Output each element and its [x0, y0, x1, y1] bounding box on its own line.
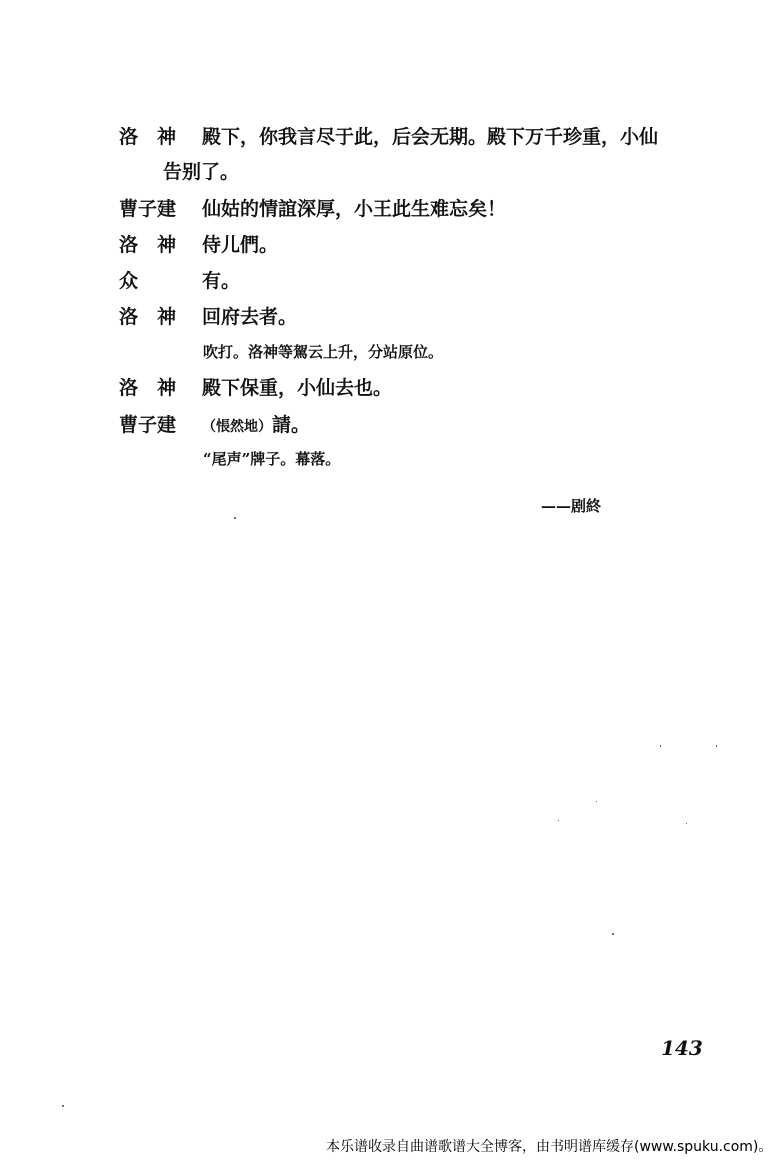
speaker-name: 洛 神 [119, 126, 177, 148]
scan-speck [612, 933, 614, 935]
scan-speck [558, 820, 559, 821]
scan-speck [686, 823, 687, 824]
dialogue-continuation: 告别了。 [163, 161, 240, 183]
dialogue-text: 仙姑的情誼深厚，小王此生难忘矣！ [202, 198, 507, 220]
scan-speck [234, 517, 236, 519]
scan-speck [62, 1105, 64, 1107]
page-number: 143 [661, 1036, 703, 1060]
speaker-name: 洛 神 [119, 234, 177, 256]
stage-direction: 吹打。洛神等駕云上升，分站原位。 [203, 343, 444, 361]
scan-speck [716, 745, 717, 747]
dialogue-text: 殿下，你我言尽于此，后会无期。殿下万千珍重，小仙 [202, 126, 659, 148]
scan-speck [596, 801, 597, 802]
scan-speck [660, 745, 661, 747]
dialogue-text: 請。 [272, 414, 311, 436]
speaker-name: 洛 神 [119, 306, 177, 328]
dialogue-text: 侍儿們。 [202, 234, 279, 256]
speaker-name: 曹子建 [119, 414, 177, 436]
dialogue-text-with-direction [202, 410, 310, 437]
inline-stage-direction: （悵然地） [202, 419, 272, 435]
end-of-play-mark: ——剧終 [541, 497, 602, 515]
dialogue-text: 有。 [202, 270, 241, 292]
stage-direction: “尾声”牌子。幕落。 [203, 450, 341, 468]
speaker-name: 洛 神 [119, 377, 177, 399]
dialogue-text: 回府去者。 [202, 306, 298, 328]
source-footer: 本乐谱收录自曲谱歌谱大全博客，由书明谱库缓存(www.spuku.com)。 [326, 1139, 773, 1155]
speaker-name: 曹子建 [119, 198, 177, 220]
speaker-name: 众 [119, 270, 139, 292]
dialogue-text: 殿下保重，小仙去也。 [202, 377, 393, 399]
